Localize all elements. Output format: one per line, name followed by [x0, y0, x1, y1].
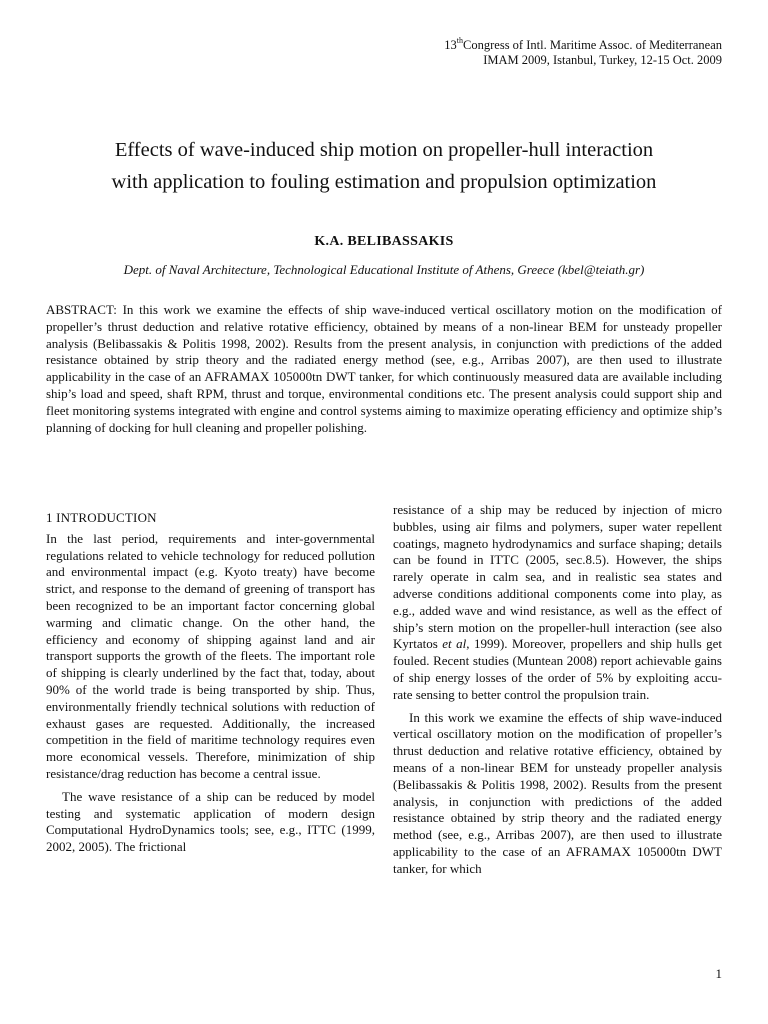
author-affiliation: Dept. of Naval Architecture, Technological Educational Institute of Athens, Greece (kbel@teiath.gr)	[123, 262, 645, 277]
intro-paragraph-2: The wave resistance of a ship can be reduced by model testing and systematic application of modern design Computational HydroDynamics tools; see, e.g., ITTC (1999, 2002, 2005). The frictional	[46, 788, 375, 855]
ordinal-suffix: th	[456, 36, 464, 45]
page-number: 1	[715, 966, 722, 981]
title-line-2: with application to fouling estimation and propulsion optimization	[111, 171, 657, 193]
intro-paragraph-1: In the last period, requirements and inter-governmental regulations related to vehicle technology for reduced pollution and environmental impact (e.g. Kyoto treaty) have become strict, and response to the demand of greening of transport has been recognized to be an important factor concerning global warming and climatic change. On the other hand, the efficiency and economy of shipping against land and air transport supports the growth of the fleets. The important role of shipping is clearly underlined by the fact that, today, about 90% of the world trade is being transported by ship. Thus, environmentally friendly technical solutions with reduction of exhaust gases are requested. Additionally, the increased competition in the field of maritime technology requires even more economical vessels. Therefore, minimization of ship resistance/drag reduction has become a central issue.	[46, 530, 375, 781]
conference-line-1: 13thCongress of Intl. Maritime Assoc. of Mediterranean	[444, 36, 722, 52]
author-name: K.A. BELIBASSAKIS	[314, 234, 454, 249]
et-al-italic: et al	[442, 636, 467, 652]
left-column	[46, 510, 375, 856]
right-column	[393, 502, 722, 878]
title-line-1: Effects of wave-induced ship motion on propeller-hull interaction	[114, 139, 654, 161]
intro-paragraph-3: resistance of a ship may be reduced by injection of micro bubbles, using air films and polymers, super water repellent coatings, magneto hydrodynamics and surface shaping; details can be found in ITTC (2005, sec.8.5). However, the ships rarely operate in calm sea, and in realistic sea states and adverse conditions additional components come into play, as e.g., added wave and wind resistance, as well as the effect of ship’s stern motion on the propeller-hull interaction (see also Kyrtatos et al, 1999). Moreover, propellers and ship hulls get fouled. Recent studies (Muntean 2008) report achievable gains of ship energy losses of the order of 5% by exploiting accu-rate sensing to better control the propulsion train.	[393, 502, 722, 702]
abstract: ABSTRACT: In this work we examine the effects of ship wave-induced vertical oscillatory motion on the modification of propeller’s thrust deduction and relative rotative efficiency, obtained by means of a non-linear BEM for unsteady propeller analysis (Belibassakis & Politis 1998, 2002). Results from the present analysis, in conjunction with predictions of the added resistance obtained by strip theory and the radiated energy method (see, e.g., Arribas 2007), are then used to illustrate applicability in the case of an AFRAMAX 105000tn DWT tanker, for which continuously measured data are available including ship’s load and speed, shaft RPM, thrust and torque, environmental conditions etc. The present analysis could support ship and fleet monitoring systems integrated with engine and control systems aiming to maximize operating efficiency and optimize ship’s planning of docking for hull cleaning and propeller polishing.	[46, 302, 722, 435]
paper-title	[40, 134, 728, 198]
conference-line-2: IMAM 2009, Istanbul, Turkey, 12-15 Oct. 2009	[483, 53, 722, 67]
section-heading-introduction: 1 INTRODUCTION	[46, 510, 157, 525]
conference-header	[444, 38, 722, 68]
intro-paragraph-4: In this work we examine the effects of ship wave-induced vertical oscillatory motion on the modification of propeller’s thrust deduction and relative rotative efficiency, obtained by means of a non-linear BEM for unsteady propeller analysis (Belibassakis & Politis 1998, 2002). Results from the present analysis, in conjunction with predictions of the added resistance obtained by strip theory and the radiated energy method (see, e.g., Arribas 2007), are then used to illustrate applicability to the case of an AFRAMAX 105000tn DWT tanker, for which	[393, 709, 722, 876]
